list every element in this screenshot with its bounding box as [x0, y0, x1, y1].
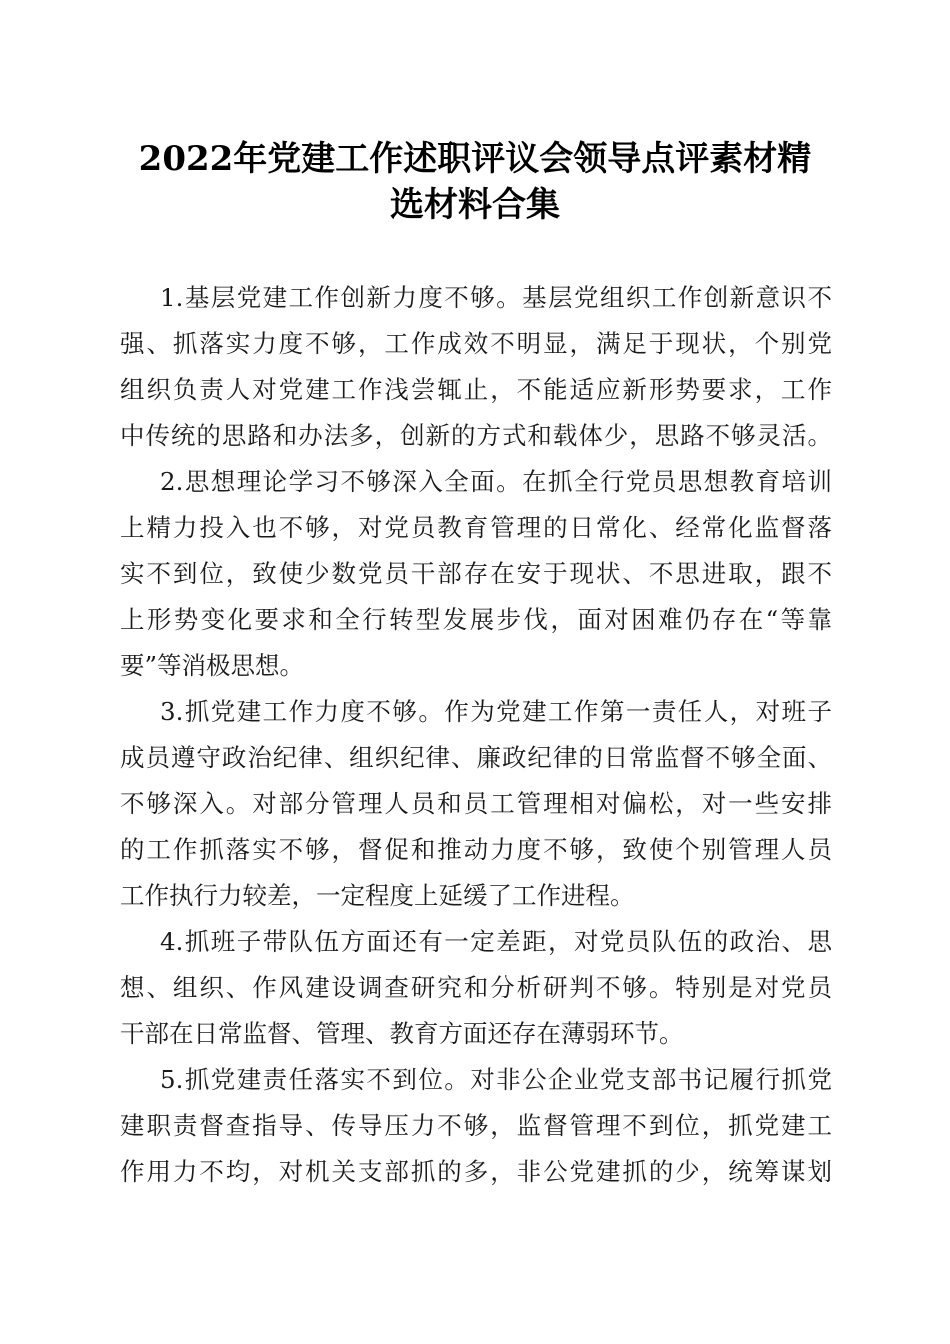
- paragraph-line: 不够深入。对部分管理人员和员工管理相对偏松，对一些安排: [120, 789, 832, 818]
- paragraph-line: 实不到位，致使少数党员干部存在安于现状、不思进取，跟不: [120, 559, 832, 588]
- title-line-2: 选材料合集: [390, 185, 560, 225]
- paragraph-line: 的工作抓落实不够，督促和推动力度不够，致使个别管理人员: [120, 835, 832, 864]
- paragraph-line: 成员遵守政治纪律、组织纪律、廉政纪律的日常监督不够全面、: [120, 743, 832, 772]
- paragraph-2: [120, 459, 832, 689]
- paragraph-line: 强、抓落实力度不够，工作成效不明显，满足于现状，个别党: [120, 329, 832, 358]
- paragraph-line: 1.基层党建工作创新力度不够。基层党组织工作创新意识不: [160, 283, 832, 312]
- paragraph-4: [120, 919, 832, 1057]
- paragraph-line: 上形势变化要求和全行转型发展步伐，面对困难仍存在“等靠: [120, 605, 832, 634]
- document-body: [120, 275, 832, 1195]
- paragraph-line: 5.抓党建责任落实不到位。对非公企业党支部书记履行抓党: [160, 1065, 832, 1094]
- paragraph-line: 2.思想理论学习不够深入全面。在抓全行党员思想教育培训: [160, 467, 832, 496]
- paragraph-line: 中传统的思路和办法多，创新的方式和载体少，思路不够灵活。: [120, 421, 832, 450]
- document-title: [100, 136, 850, 228]
- paragraph-line: 组织负责人对党建工作浅尝辄止，不能适应新形势要求，工作: [120, 375, 832, 404]
- paragraph-line: 4.抓班子带队伍方面还有一定差距，对党员队伍的政治、思: [160, 927, 832, 956]
- paragraph-line: 建职责督查指导、传导压力不够，监督管理不到位，抓党建工: [120, 1111, 832, 1140]
- paragraph-1: [120, 275, 832, 459]
- paragraph-3: [120, 689, 832, 919]
- paragraph-line: 干部在日常监督、管理、教育方面还存在薄弱环节。: [120, 1019, 684, 1048]
- paragraph-line: 作用力不均，对机关支部抓的多，非公党建抓的少，统筹谋划: [120, 1157, 832, 1186]
- paragraph-line: 要”等消极思想。: [120, 651, 305, 680]
- paragraph-line: 3.抓党建工作力度不够。作为党建工作第一责任人，对班子: [160, 697, 832, 726]
- paragraph-line: 工作执行力较差，一定程度上延缓了工作进程。: [120, 881, 635, 910]
- paragraph-line: 上精力投入也不够，对党员教育管理的日常化、经常化监督落: [120, 513, 832, 542]
- paragraph-5: [120, 1057, 832, 1195]
- paragraph-line: 想、组织、作风建设调查研究和分析研判不够。特别是对党员: [120, 973, 832, 1002]
- title-line-1: 2022年党建工作述职评议会领导点评素材精: [138, 139, 812, 179]
